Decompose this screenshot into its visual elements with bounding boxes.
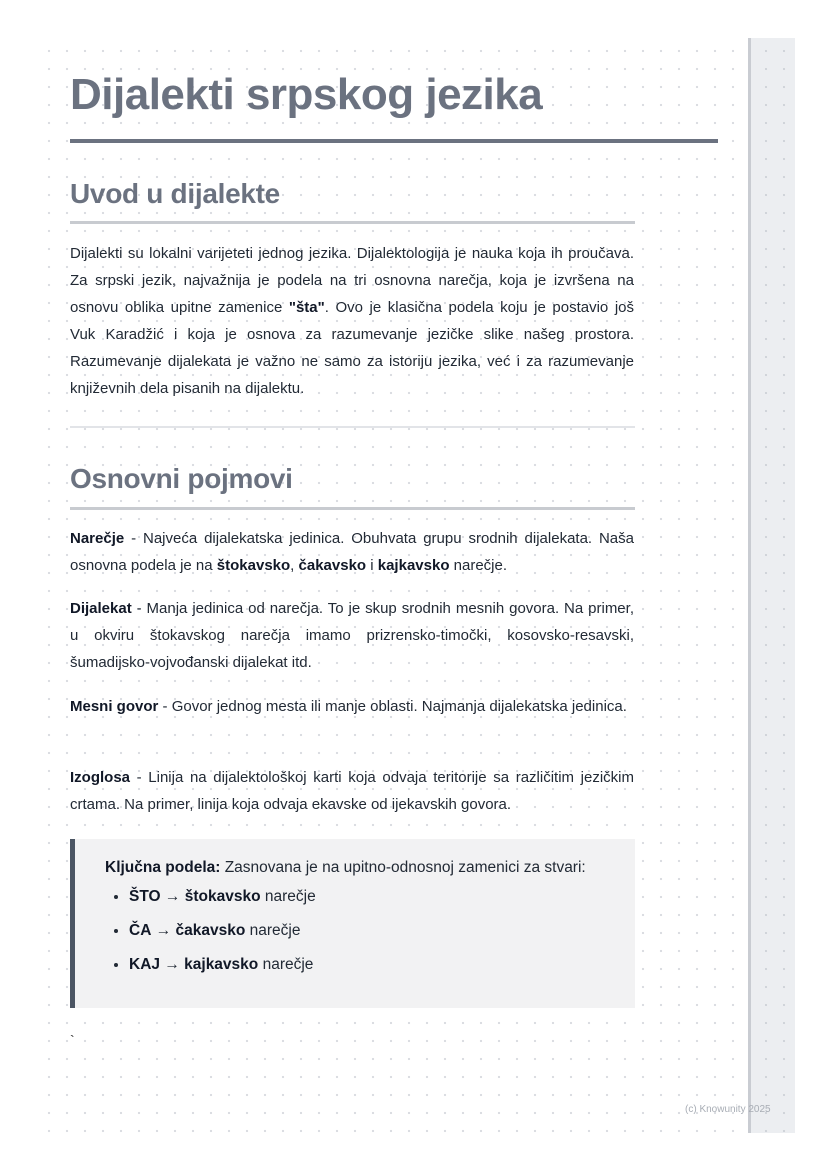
definition-term: Dijalekat — [70, 600, 132, 617]
list-item: • KAJ → kajkavsko narečje — [129, 948, 316, 982]
stray-backtick: ` — [70, 1032, 75, 1048]
callout-intro: Ključna podela: Zasnovana je na upitno-odnosnoj zamenici za stvari: — [105, 859, 586, 876]
bold-term: "šta" — [288, 299, 325, 316]
section-underline-basics — [70, 507, 635, 510]
definition-narecje: Narečje - Najveća dijalekatska jedinica. Obuhvata grupu srodnih dijalekata. Naša osnovna podela je na štokavsko, čakavsko i kajkavsko narečje. — [70, 530, 634, 574]
key-division-callout — [70, 839, 635, 1008]
definition-dijalekat: Dijalekat - Manja jedinica od narečja. To je skup srodnih mesnih govora. Na primer, u okviru štokavskog narečja imamo prizrensko-timočki, kosovsko-resavski, šumadijsko-vojvođanski dijalekat itd. — [70, 600, 634, 671]
callout-label: Ključna podela: — [105, 859, 221, 876]
dialect-list — [109, 880, 316, 982]
definition-term: Mesni govor — [70, 698, 159, 715]
section-divider — [70, 426, 635, 428]
definition-term: Narečje — [70, 530, 125, 547]
definition-izoglosa: Izoglosa - Linija na dijalektološkoj karti koja odvaja teritorije sa različitim jezičkim crtama. Na primer, linija koja odvaja ekavske od ijekavskih govora. — [70, 769, 634, 813]
intro-paragraph: Dijalekti su lokalni varijeteti jednog jezika. Dijalektologija je nauka koja ih proučava. Za srpski jezik, najvažnija je podela na tri osnovna narečja, koja je izvršena na osnovu oblika upitne zamenice "šta". Ovo je klasična podela koju je postavio još Vuk Karadžić i koja je osnova za razumevanje jezičke slike našeg prostora. Razumevanje dijalekata je važno ne samo za istoriju jezika, već i za razumevanje književnih dela pisanih na dijalektu. — [70, 245, 634, 397]
definition-term: Izoglosa — [70, 769, 131, 786]
page-title: Dijalekti srpskog jezika — [70, 70, 543, 119]
page-margin-strip — [748, 38, 795, 1133]
definition-mesni-govor: Mesni govor - Govor jednog mesta ili manje oblasti. Najmanja dijalekatska jedinica. — [70, 698, 627, 715]
list-item: • ŠTO → štokavsko narečje — [129, 880, 316, 914]
copyright-footer: (c) Knowunity 2025 — [685, 1104, 771, 1115]
section-heading-intro: Uvod u dijalekte — [70, 178, 280, 209]
section-heading-basics: Osnovni pojmovi — [70, 463, 293, 494]
title-underline — [70, 139, 718, 143]
list-item: • ČA → čakavsko narečje — [129, 914, 316, 948]
section-underline-intro — [70, 221, 635, 224]
